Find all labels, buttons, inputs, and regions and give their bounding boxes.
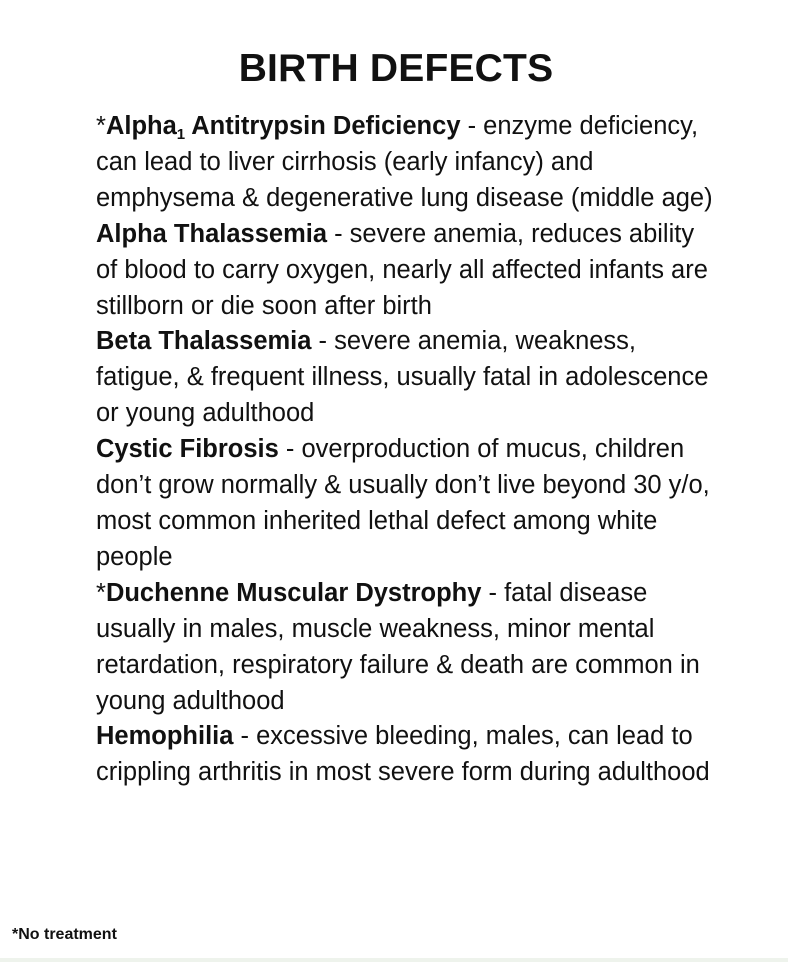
defect-name-part: Alpha [105,112,177,140]
defect-name: Cystic Fibrosis [96,435,279,464]
defect-description: - severe anemia, weakness, fatigue, & frequent illness, usually fatal in adolescence or young adulthood [96,327,709,428]
defect-description: - excessive bleeding, males, can lead to crippling arthritis in most severe form during adulthood [96,722,710,787]
defect-entry-alpha-thalassemia [96,217,716,325]
defect-list [96,109,716,791]
bottom-divider [0,958,788,962]
defect-name [105,112,461,143]
defect-name: Alpha Thalassemia [96,219,328,248]
defect-name: Hemophilia [96,722,234,751]
defect-description: - overproduction of mucus, children don’t grow normally & usually don’t live beyond 30 y/o, most common inherited lethal defect among white people [96,435,710,571]
defect-entry-hemophilia [96,719,716,791]
defect-entry-duchenne-muscular-dystrophy [96,576,716,720]
defect-description: - enzyme deficiency, can lead to liver cirrhosis (early infancy) and emphysema & degenerative lung disease (middle age) [96,112,713,212]
defect-name-subscript: 1 [176,126,186,143]
defect-description: - fatal disease usually in males, muscle weakness, minor mental retardation, respiratory failure & death are common in young adulthood [96,578,700,715]
defect-prefix: * [96,112,106,140]
page-title: BIRTH DEFECTS [238,47,554,90]
defect-name: Beta Thalassemia [96,327,312,356]
defect-prefix: * [96,578,106,607]
defect-description: - severe anemia, reduces ability of blood to carry oxygen, nearly all affected infants are stillborn or die soon after birth [96,219,708,320]
defect-entry-cystic-fibrosis [96,432,716,576]
footnote: *No treatment [12,926,117,943]
defect-entry-beta-thalassemia [96,324,716,432]
defect-entry-alpha1-antitrypsin-deficiency [96,109,716,217]
defect-name: Duchenne Muscular Dystrophy [105,578,482,607]
defect-name-part: Antitrypsin Deficiency [185,112,461,140]
